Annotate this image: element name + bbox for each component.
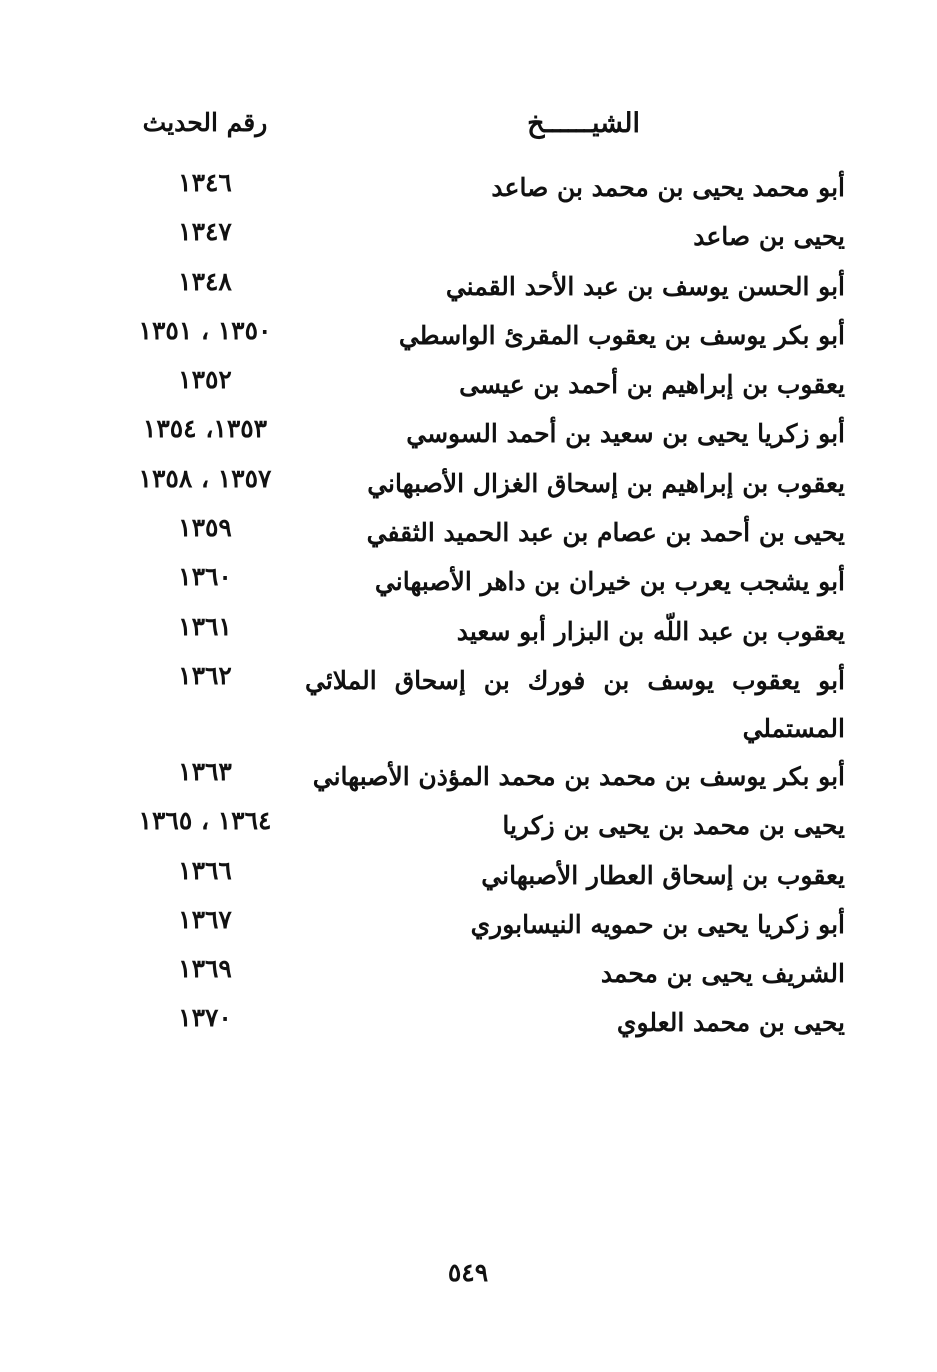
hadith-number: ١٣٦٢ bbox=[178, 660, 232, 690]
hadith-number: ١٣٥٣، ١٣٥٤ bbox=[142, 414, 268, 444]
sheikh-name: أبو يشجب يعرب بن خيران بن داهر الأصبهاني bbox=[374, 567, 845, 597]
table-row bbox=[100, 503, 850, 552]
sheikh-name: أبو الحسن يوسف بن عبد الأحد القمني bbox=[445, 271, 845, 301]
sheikh-name: أبو زكريا يحيى بن حمويه النيسابوري bbox=[470, 909, 845, 939]
table-row bbox=[100, 355, 850, 404]
table-row bbox=[100, 796, 850, 845]
hadith-number: ١٣٥٠ ، ١٣٥١ bbox=[138, 315, 272, 345]
table-row bbox=[100, 257, 850, 306]
table-row bbox=[100, 207, 850, 256]
table-row bbox=[100, 454, 850, 503]
sheikh-name: أبو يعقوب يوسف بن فورك بن إسحاق الملائي المستملي bbox=[305, 665, 845, 743]
sheikh-name: يعقوب بن إبراهيم بن إسحاق الغزال الأصبهاني bbox=[367, 468, 845, 498]
table-row bbox=[100, 993, 850, 1042]
sheikh-name: الشريف يحيى بن محمد bbox=[600, 959, 845, 989]
table-row bbox=[100, 944, 850, 993]
sheikh-list bbox=[100, 158, 850, 1043]
table-row bbox=[100, 158, 850, 207]
hadith-number: ١٣٦١ bbox=[178, 611, 232, 641]
hadith-number: ١٣٤٧ bbox=[178, 217, 232, 247]
table-row bbox=[100, 846, 850, 895]
hadith-number: ١٣٧٠ bbox=[178, 1003, 232, 1033]
hadith-number: ١٣٥٩ bbox=[178, 513, 232, 543]
sheikh-name: يحيى بن محمد بن يحيى بن زكريا bbox=[502, 811, 845, 841]
table-row bbox=[100, 747, 850, 796]
sheikh-name: أبو زكريا يحيى بن سعيد بن أحمد السوسي bbox=[406, 419, 845, 449]
sheikh-name: يحيى بن أحمد بن عصام بن عبد الحميد الثقفي bbox=[366, 518, 845, 548]
hadith-number: ١٣٥٢ bbox=[178, 365, 232, 395]
table-header bbox=[100, 108, 850, 156]
hadith-number: ١٣٦٦ bbox=[178, 855, 232, 885]
hadith-number: ١٣٦٤ ، ١٣٦٥ bbox=[138, 806, 272, 836]
table-row bbox=[100, 602, 850, 651]
hadith-number: ١٣٤٨ bbox=[178, 266, 232, 296]
sheikh-name: يحيى بن محمد العلوي bbox=[616, 1008, 845, 1038]
hadith-number: ١٣٦٧ bbox=[178, 904, 232, 934]
hadith-number: ١٣٦٣ bbox=[178, 756, 232, 786]
page-number: ٥٤٩ bbox=[447, 1258, 489, 1287]
hadith-number: ١٣٤٦ bbox=[178, 168, 232, 197]
sheikh-name: يعقوب بن إسحاق العطار الأصبهاني bbox=[481, 860, 845, 890]
table-row bbox=[100, 651, 850, 747]
hadith-number: ١٣٦٠ bbox=[178, 562, 232, 592]
table-row bbox=[100, 404, 850, 453]
column-header-hadith-number: رقم الحديث bbox=[142, 108, 268, 137]
table-row bbox=[100, 552, 850, 601]
hadith-number: ١٣٦٩ bbox=[178, 954, 232, 984]
column-header-sheikh: الشيــــــخ bbox=[527, 108, 640, 139]
sheikh-name: يحيى بن صاعد bbox=[693, 222, 845, 252]
hadith-number: ١٣٥٧ ، ١٣٥٨ bbox=[138, 463, 272, 493]
table-row bbox=[100, 895, 850, 944]
sheikh-name: يعقوب بن عبد اللّه بن البزار أبو سعيد bbox=[456, 616, 845, 646]
sheikh-name: أبو محمد يحيى بن محمد بن صاعد bbox=[491, 173, 845, 202]
sheikh-name: أبو بكر يوسف بن يعقوب المقرئ الواسطي bbox=[398, 320, 845, 350]
sheikh-name: يعقوب بن إبراهيم بن أحمد بن عيسى bbox=[459, 370, 845, 400]
sheikh-name: أبو بكر يوسف بن محمد بن محمد المؤذن الأصبهاني bbox=[312, 761, 845, 791]
table-row bbox=[100, 306, 850, 355]
